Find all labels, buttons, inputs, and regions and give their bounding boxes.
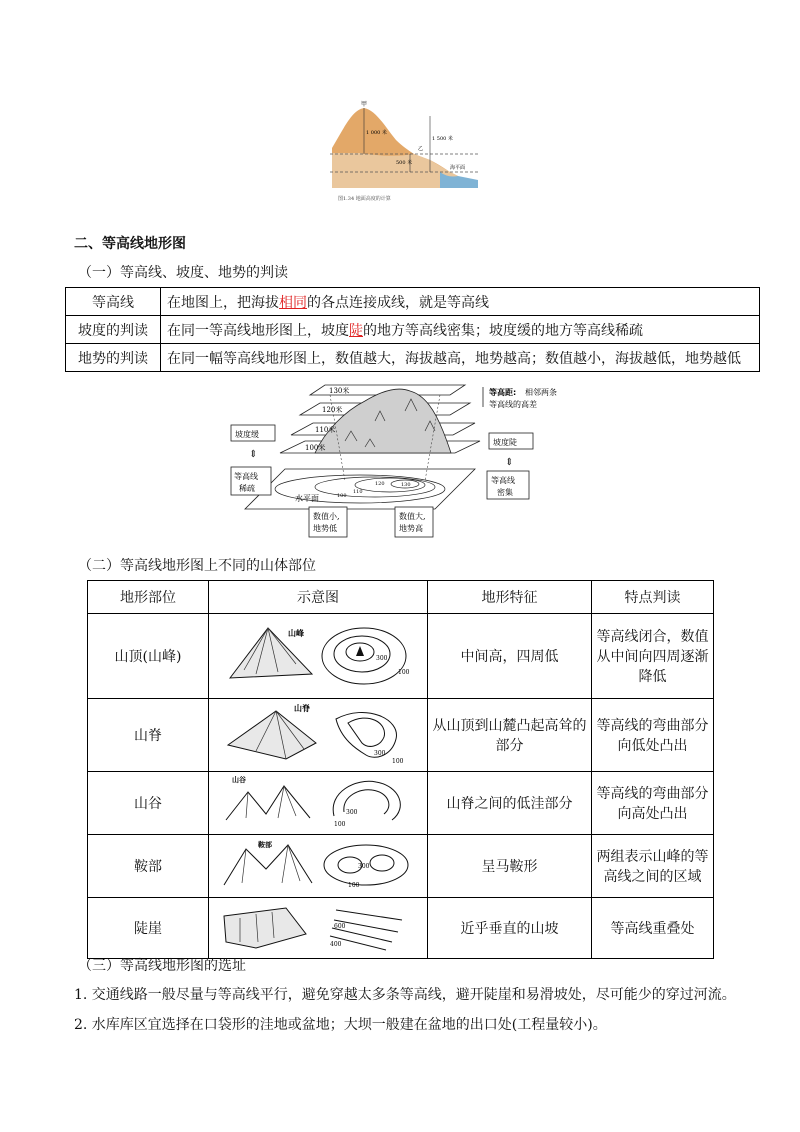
terrain-reading: 等高线的弯曲部分向低处凸出: [592, 699, 714, 772]
table-row: [66, 288, 760, 316]
b-label: 乙: [418, 146, 424, 152]
terrain-feature: 中间高，四周低: [428, 614, 592, 699]
svg-text:400: 400: [329, 941, 341, 948]
level-100: 100米: [305, 444, 326, 452]
contour-label: 120: [375, 481, 385, 487]
svg-text:100: 100: [333, 821, 345, 828]
row-value: 在同一等高线地形图上，坡度陡的地方等高线密集；坡度缓的地方等高线稀疏: [161, 316, 760, 344]
sea-label: 海平面: [450, 165, 466, 171]
svg-text:鞍部: 鞍部: [257, 841, 272, 849]
arrow-icon: ⇕: [249, 449, 258, 460]
terrain-reading: 等高线重叠处: [592, 898, 714, 959]
table-row: [88, 699, 714, 772]
valley-diagram: [216, 772, 421, 830]
b-alt-label: 500 米: [396, 160, 413, 166]
level-120: 120米: [322, 406, 343, 414]
table-row: [88, 772, 714, 835]
peak-diagram: [216, 614, 421, 694]
figure-caption: 图1.34 地面高度的计算: [338, 196, 391, 202]
arrow-icon: ⇕: [505, 457, 514, 468]
table-row: [88, 614, 714, 699]
svg-text:300: 300: [357, 863, 369, 870]
svg-text:100: 100: [397, 669, 409, 676]
dense-label-1: 等高线: [491, 476, 515, 485]
level-130: 130米: [329, 387, 350, 395]
peak-label: 甲: [361, 101, 368, 108]
row-key: 坡度的判读: [66, 316, 161, 344]
terrain-name: 山顶(山峰): [88, 614, 209, 699]
cliff-diagram: [216, 898, 421, 954]
altitude-figure: [330, 98, 478, 206]
terrain-name: 山谷: [88, 772, 209, 835]
steep-label: 坡度陡: [493, 438, 517, 447]
sparse-label-2: 稀疏: [239, 484, 255, 493]
rel-label: 1 500 米: [432, 136, 453, 142]
col-header: 地形特征: [428, 581, 592, 614]
contour-label: 130: [401, 482, 411, 488]
col-header: 地形部位: [88, 581, 209, 614]
table-header-row: [88, 581, 714, 614]
sub-heading-3: （三）等高线地形图的选址: [78, 958, 246, 974]
terrain-name: 鞍部: [88, 835, 209, 898]
low-label-2: 地势低: [313, 524, 337, 533]
svg-text:100: 100: [391, 758, 403, 765]
high-label-2: 地势高: [399, 524, 423, 533]
sparse-label-1: 等高线: [234, 472, 258, 481]
contour-principle-figure: [225, 381, 615, 541]
terrain-reading: 两组表示山峰的等高线之间的区域: [592, 835, 714, 898]
table-row: [88, 898, 714, 959]
interval-desc-1: 相邻两条: [525, 388, 557, 397]
alt-label: 1 000 米: [366, 130, 387, 136]
row-value: 在同一幅等高线地形图上，数值越大，海拔越高，地势越高；数值越小，海拔越低，地势越低: [161, 344, 760, 372]
table-row: [66, 344, 760, 372]
row-value: 在地图上，把海拔相同的各点连接成线，就是等高线: [161, 288, 760, 316]
svg-text:300: 300: [375, 655, 387, 662]
sub-heading-2: （二）等高线地形图上不同的山体部位: [78, 558, 316, 574]
interval-desc-2: 等高线的高差: [489, 400, 537, 409]
row-key: 地势的判读: [66, 344, 161, 372]
gentle-label: 坡度缓: [235, 430, 259, 439]
plane-label: 水平面: [295, 494, 319, 503]
diagram-cell: [209, 835, 428, 898]
contour-label: 110: [353, 489, 363, 495]
terrain-name: 山脊: [88, 699, 209, 772]
diagram-cell: [209, 614, 428, 699]
high-label-1: 数值大,: [399, 512, 426, 521]
svg-text:山峰: 山峰: [287, 629, 304, 638]
terrain-feature: 从山顶到山麓凸起高耸的部分: [428, 699, 592, 772]
svg-text:100: 100: [347, 882, 359, 889]
terrain-reading: 等高线闭合，数值从中间向四周逐渐降低: [592, 614, 714, 699]
svg-text:300: 300: [345, 809, 357, 816]
section-title: 二、等高线地形图: [74, 236, 186, 252]
level-110: 110米: [315, 426, 336, 434]
col-header: 特点判读: [592, 581, 714, 614]
ridge-diagram: [216, 699, 421, 767]
paragraph-2: 2. 水库库区宜选择在口袋形的洼地或盆地；大坝一般建在盆地的出口处(工程量较小)。: [74, 1017, 607, 1033]
contour-label: 100: [337, 493, 347, 499]
col-header: 示意图: [209, 581, 428, 614]
judgement-table: [65, 287, 760, 372]
diagram-cell: [209, 772, 428, 835]
saddle-diagram: [216, 835, 421, 893]
terrain-table: [87, 580, 714, 959]
terrain-reading: 等高线的弯曲部分向高处凸出: [592, 772, 714, 835]
table-row: [66, 316, 760, 344]
paragraph-1: 1. 交通线路一般尽量与等高线平行，避免穿越太多条等高线，避开陡崖和易滑坡处，尽可能少的穿过河流。: [74, 987, 736, 1003]
terrain-feature: 呈马鞍形: [428, 835, 592, 898]
svg-text:山谷: 山谷: [231, 776, 246, 784]
diagram-cell: [209, 699, 428, 772]
dense-label-2: 密集: [497, 488, 513, 497]
low-label-1: 数值小,: [313, 512, 340, 521]
svg-text:300: 300: [373, 750, 385, 757]
interval-title: 等高距:: [489, 388, 517, 397]
terrain-feature: 山脊之间的低洼部分: [428, 772, 592, 835]
sub-heading-1: （一）等高线、坡度、地势的判读: [78, 265, 288, 281]
table-row: [88, 835, 714, 898]
svg-text:山脊: 山脊: [293, 704, 310, 713]
terrain-name: 陡崖: [88, 898, 209, 959]
diagram-cell: [209, 898, 428, 959]
svg-text:600: 600: [333, 923, 345, 930]
row-key: 等高线: [66, 288, 161, 316]
terrain-feature: 近乎垂直的山坡: [428, 898, 592, 959]
